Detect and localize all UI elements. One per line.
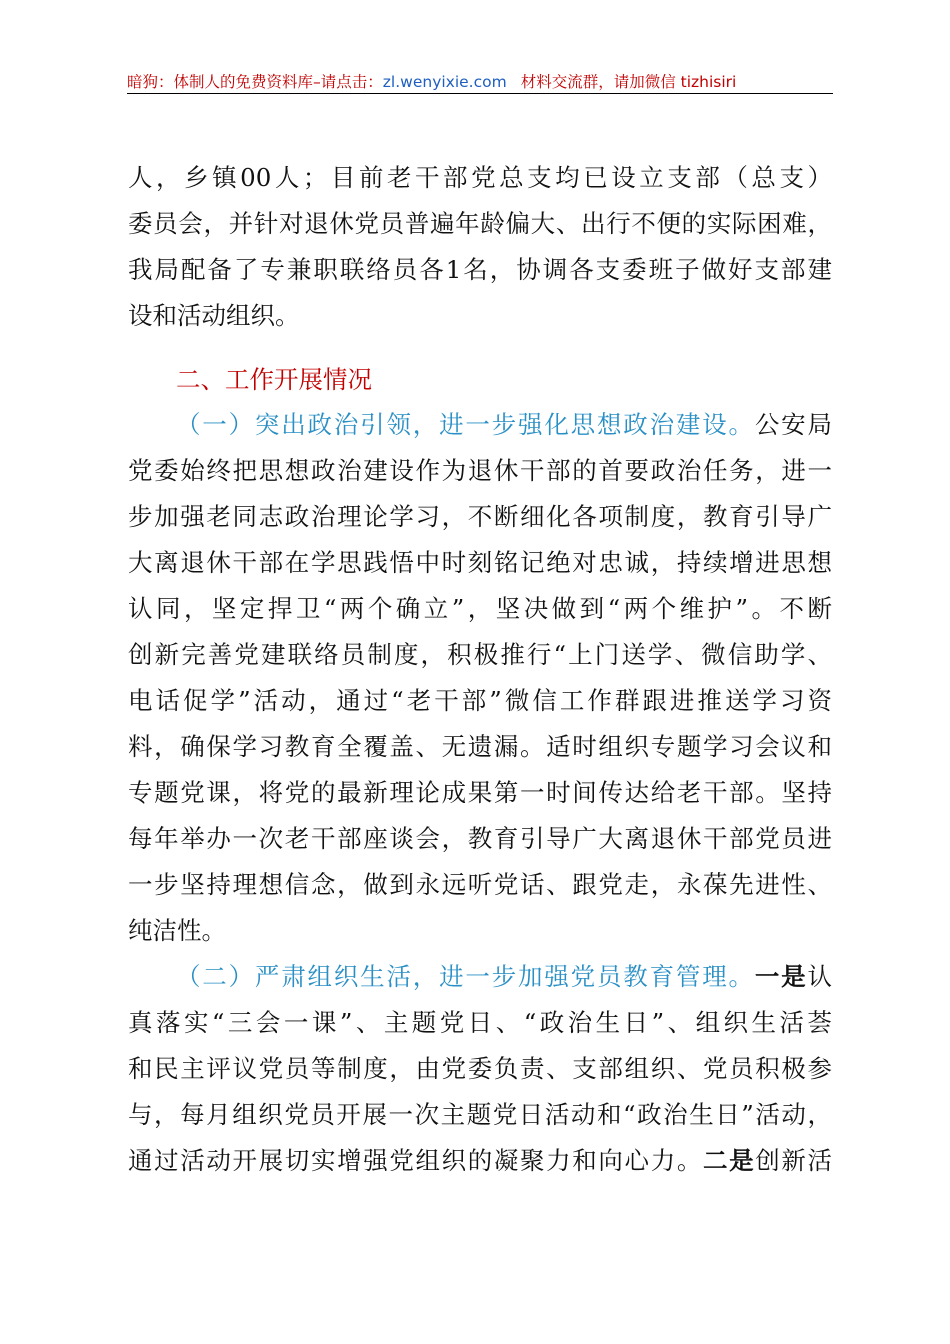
- sub2-first-marker: 一是: [754, 962, 808, 991]
- header-click-text: –请点击：: [313, 73, 383, 91]
- sub1-line-7: 电话促学”活动，通过“老干部”微信工作群跟进推送学习资: [128, 686, 832, 715]
- sub1-line-10: 每年举办一次老干部座谈会，教育引导广大离退休干部党员进: [128, 824, 832, 853]
- sub2-line-5-text: 通过活动开展切实增强党组织的凝聚力和向心力。: [128, 1146, 703, 1175]
- sub2-line-4: 与，每月组织党员开展一次主题党日活动和“政治生日”活动，: [128, 1100, 832, 1129]
- sub1-line-5: 认同，坚定捍卫“两个确立”，坚决做到“两个维护”。不断: [128, 594, 832, 623]
- sub2-line-2: 真落实“三会一课”、主题党日、“政治生日”、组织生活荟: [128, 1008, 832, 1037]
- sub1-line-4: 大离退休干部在学思践悟中时刻铭记绝对忠诚，持续增进思想: [128, 548, 832, 577]
- sub1-line-11: 一步坚持理想信念，做到永远听党话、跟党走，永葆先进性、: [128, 870, 832, 899]
- sub1-line-8: 料，确保学习教育全覆盖、无遗漏。适时组织专题学习会议和: [128, 732, 832, 761]
- header-group-text: 材料交流群，请加微信 tizhisiri: [520, 73, 737, 91]
- section-title: 二、工作开展情况: [176, 365, 372, 394]
- sub1-line-3: 步加强老同志政治理论学习，不断细化各项制度，教育引导广: [128, 502, 832, 531]
- sub1-heading: （一）突出政治引领，进一步强化思想政治建设。: [176, 410, 755, 439]
- sub2-line-3: 和民主评议党员等制度，由党委负责、支部组织、党员积极参: [128, 1054, 832, 1083]
- header-divider: [127, 93, 833, 94]
- sub2-second-marker: 二是: [702, 1146, 756, 1175]
- sub2-line-1: [176, 957, 832, 997]
- sub2-heading: （二）严肃组织生活，进一步加强党员教育管理。: [176, 962, 755, 991]
- sub1-line-1: [176, 405, 832, 445]
- header-title: 暗狗：体制人的免费资料库: [127, 73, 314, 91]
- page-header: [127, 70, 833, 94]
- sub1-line-2: 党委始终把思想政治建设作为退休干部的首要政治任务，进一: [128, 456, 832, 485]
- sub1-line-12: 纯洁性。: [128, 916, 226, 945]
- intro-line-3: 我局配备了专兼职联络员各1名，协调各支委班子做好支部建: [128, 255, 832, 284]
- sub2-line-5: [128, 1141, 832, 1181]
- intro-line-1: 人，乡镇00人；目前老干部党总支均已设立支部（总支）: [128, 163, 832, 192]
- sub1-line-6: 创新完善党建联络员制度，积极推行“上门送学、微信助学、: [128, 640, 832, 669]
- intro-line-4: 设和活动组织。: [128, 301, 300, 330]
- header-site-link[interactable]: zl.wenyixie.com: [382, 73, 507, 91]
- sub1-line-1-rest: 公安局: [754, 410, 832, 439]
- intro-line-2: 委员会，并针对退休党员普遍年龄偏大、出行不便的实际困难，: [128, 209, 832, 238]
- sub2-line-1-rest: 认: [807, 962, 832, 991]
- sub2-line-5-rest: 创新活: [755, 1146, 833, 1175]
- sub1-line-9: 专题党课，将党的最新理论成果第一时间传达给老干部。坚持: [128, 778, 832, 807]
